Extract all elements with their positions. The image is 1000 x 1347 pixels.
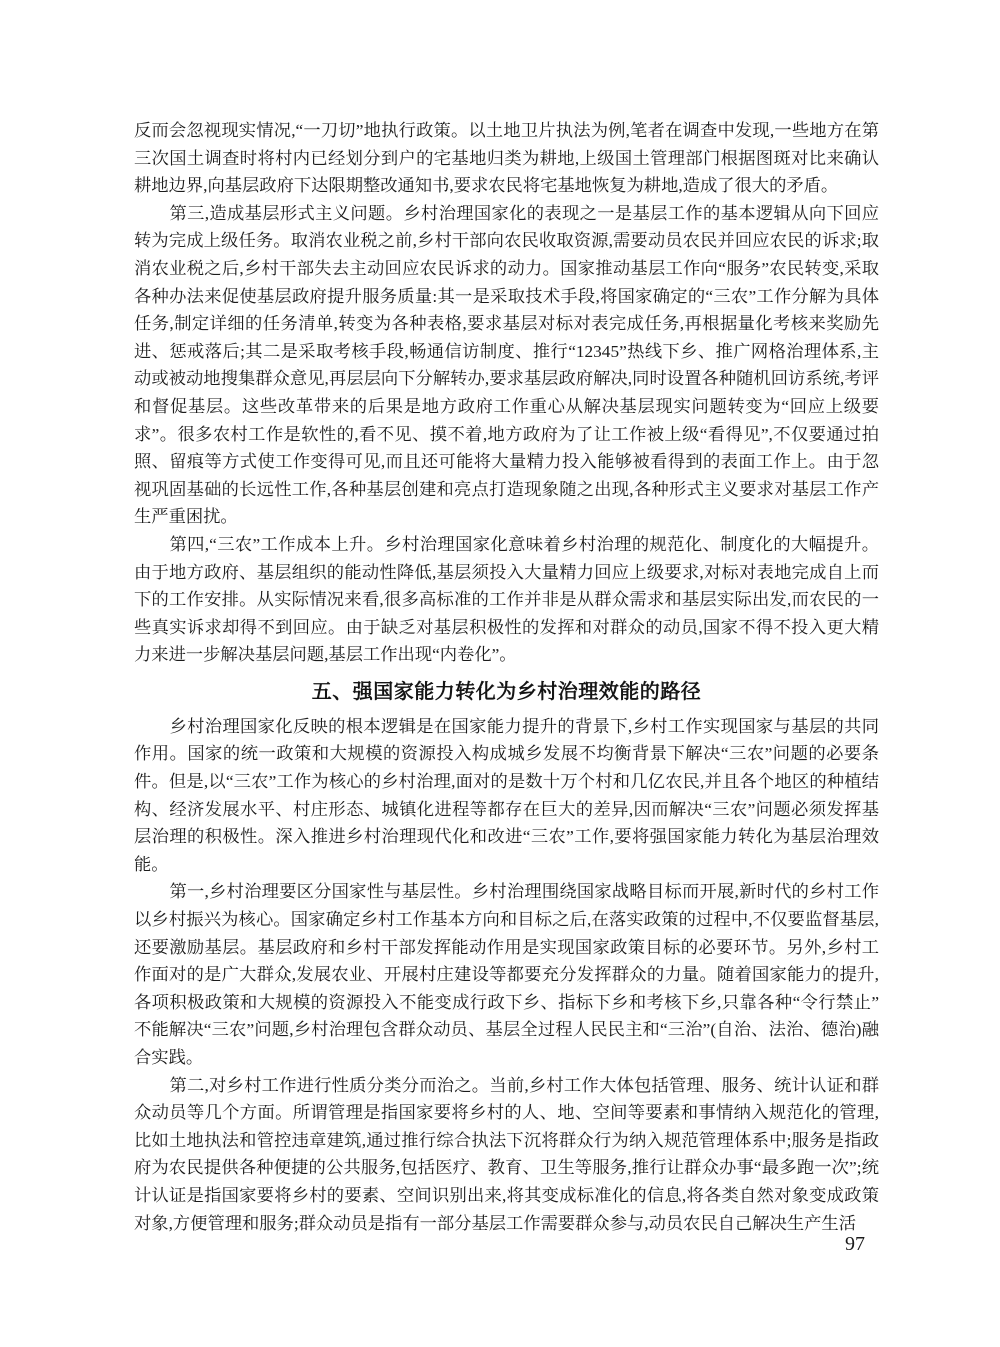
paragraph-section-intro: 乡村治理国家化反映的根本逻辑是在国家能力提升的背景下,乡村工作实现国家与基层的共同作用。国家的统一政策和大规模的资源投入构成城乡发展不均衡背景下解决“三农”问题的必要条件。但是,以“三农”工作为核心的乡村治理,面对的是数十万个村和几亿农民,并且各个地区的种植结构、经济发展水平、村庄形态、城镇化进程等都存在巨大的差异,因而解决“三农”问题必须发挥基层治理的积极性。深入推进乡村治理现代化和改进“三农”工作,要将强国家能力转化为基层治理效能。 — [134, 716, 879, 874]
paragraph-point-three: 第三,造成基层形式主义问题。乡村治理国家化的表现之一是基层工作的基本逻辑从向下回应转为完成上级任务。取消农业税之前,乡村干部向农民收取资源,需要动员农民并回应农民的诉求;取消农业税之后,乡村干部失去主动回应农民诉求的动力。国家推动基层工作向“服务”农民转变,采取各种办法来促使基层政府提升服务质量:其一是采取技术手段,将国家确定的“三农”工作分解为具体任务,制定详细的任务清单,转变为各种表格,要求基层对标对表完成任务,再根据量化考核来奖励先进、惩戒落后;其二是采取考核手段,畅通信访制度、推行“12345”热线下乡、推广网格治理体系,主动或被动地搜集群众意见,再层层向下分解转办,要求基层政府解决,同时设置各种随机回访系统,考评和督促基层。这些改革带来的后果是地方政府工作重心从解决基层现实问题转变为“回应上级要求”。很多农村工作是软性的,看不见、摸不着,地方政府为了让工作被上级“看得见”,不仅要通过拍照、留痕等方式使工作变得可见,而且还可能将大量精力投入能够被看得到的表面工作上。由于忽视巩固基础的长远性工作,各种基层创建和亮点打造现象随之出现,各种形式主义要求对基层工作产生严重困扰。 — [134, 203, 879, 527]
paragraph-point-one: 第一,乡村治理要区分国家性与基层性。乡村治理围绕国家战略目标而开展,新时代的乡村工作以乡村振兴为核心。国家确定乡村工作基本方向和目标之后,在落实政策的过程中,不仅要监督基层,还要激励基层。基层政府和乡村干部发挥能动作用是实现国家政策目标的必要环节。另外,乡村工作面对的是广大群众,发展农业、开展村庄建设等都要充分发挥群众的力量。随着国家能力的提升,各项积极政策和大规模的资源投入不能变成行政下乡、指标下乡和考核下乡,只靠各种“令行禁止”不能解决“三农”问题,乡村治理包含群众动员、基层全过程人民民主和“三治”(自治、法治、德治)融合实践。 — [134, 882, 879, 1067]
paragraph-point-four: 第四,“三农”工作成本上升。乡村治理国家化意味着乡村治理的规范化、制度化的大幅提升。由于地方政府、基层组织的能动性降低,基层须投入大量精力回应上级要求,对标对表地完成自上而下的工作安排。从实际情况来看,很多高标准的工作并非是从群众需求和基层实际出发,而农民的一些真实诉求却得不到回应。由于缺乏对基层积极性的发挥和对群众的动员,国家不得不投入更大精力来进一步解决基层问题,基层工作出现“内卷化”。 — [134, 534, 879, 665]
section-heading: 五、强国家能力转化为乡村治理效能的路径 — [311, 680, 702, 703]
paragraph-continuation: 反而会忽视现实情况,“一刀切”地执行政策。以土地卫片执法为例,笔者在调查中发现,一些地方在第三次国土调查时将村内已经划分到户的宅基地归类为耕地,上级国土管理部门根据图斑对比来确认耕地边界,向基层政府下达限期整改通知书,要求农民将宅基地恢复为耕地,造成了很大的矛盾。 — [134, 121, 879, 196]
page-body — [134, 117, 879, 1237]
page-number: 97 — [845, 1233, 865, 1255]
paragraph-point-two: 第二,对乡村工作进行性质分类分而治之。当前,乡村工作大体包括管理、服务、统计认证和群众动员等几个方面。所谓管理是指国家要将乡村的人、地、空间等要素和事情纳入规范化的管理,比如土地执法和管控违章建筑,通过推行综合执法下沉将群众行为纳入规范管理体系中;服务是指政府为农民提供各种便捷的公共服务,包括医疗、教育、卫生等服务,推行让群众办事“最多跑一次”;统计认证是指国家要将乡村的要素、空间识别出来,将其变成标准化的信息,将各类自然对象变成政策对象,方便管理和服务;群众动员是指有一部分基层工作需要群众参与,动员农民自己解决生产生活 — [134, 1075, 879, 1233]
